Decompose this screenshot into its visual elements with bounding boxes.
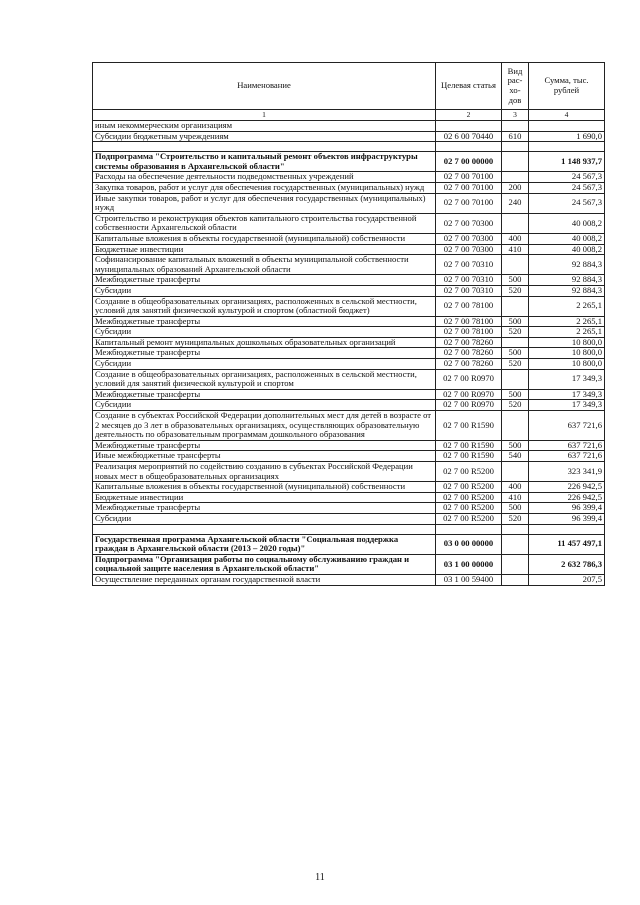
budget-table (92, 62, 605, 586)
row-target-article: 02 7 00 70310 (436, 275, 502, 286)
header-expense-type: Вид рас-хо-дов (502, 63, 529, 110)
spacer-cell (502, 524, 529, 534)
table-row (93, 327, 605, 338)
column-number-row (93, 110, 605, 121)
row-expense-type: 520 (502, 359, 529, 370)
row-sum: 24 567,3 (529, 182, 605, 193)
row-target-article: 02 7 00 78100 (436, 316, 502, 327)
row-expense-type (502, 411, 529, 441)
table-header-row (93, 63, 605, 110)
row-sum: 323 341,9 (529, 462, 605, 482)
row-sum: 92 884,3 (529, 275, 605, 286)
row-sum: 637 721,6 (529, 411, 605, 441)
table-row (93, 411, 605, 441)
row-name: Создание в субъектах Российской Федерации дополнительных мест для детей в возрасте от 2 месяцев до 3 лет в образовательных организациях, осуществляющих образовательную деятельность по образовательным программам дошкольного образования (93, 411, 436, 441)
row-expense-type (502, 554, 529, 574)
row-sum: 2 265,1 (529, 327, 605, 338)
row-target-article: 02 7 00 70100 (436, 182, 502, 193)
table-row (93, 213, 605, 233)
row-sum: 1 148 937,7 (529, 152, 605, 172)
row-expense-type: 200 (502, 182, 529, 193)
header-target-article: Целевая статья (436, 63, 502, 110)
row-sum: 92 884,3 (529, 255, 605, 275)
row-sum: 10 800,0 (529, 359, 605, 370)
table-row (93, 503, 605, 514)
row-expense-type (502, 213, 529, 233)
row-name: Межбюджетные трансферты (93, 503, 436, 514)
row-expense-type: 500 (502, 389, 529, 400)
row-name: Иные межбюджетные трансферты (93, 451, 436, 462)
row-name: Создание в общеобразовательных организациях, расположенных в сельской местности, условий для занятий физической культурой и спортом (93, 369, 436, 389)
row-sum: 24 567,3 (529, 193, 605, 213)
row-expense-type: 500 (502, 348, 529, 359)
row-target-article: 02 7 00 70310 (436, 255, 502, 275)
table-row (93, 172, 605, 183)
row-expense-type (502, 574, 529, 585)
row-expense-type (502, 369, 529, 389)
row-sum: 637 721,6 (529, 440, 605, 451)
row-name: иным некоммерческим организациям (93, 121, 436, 132)
table-row (93, 316, 605, 327)
row-target-article: 02 7 00 70100 (436, 193, 502, 213)
table-row (93, 534, 605, 554)
row-target-article: 02 7 00 R5200 (436, 482, 502, 493)
row-name: Закупка товаров, работ и услуг для обеспечения государственных (муниципальных) нужд (93, 182, 436, 193)
spacer-cell (93, 142, 436, 152)
table-row (93, 285, 605, 296)
table-row (93, 193, 605, 213)
spacer-cell (436, 142, 502, 152)
row-expense-type: 500 (502, 316, 529, 327)
row-sum: 40 008,2 (529, 233, 605, 244)
row-expense-type: 520 (502, 285, 529, 296)
row-target-article: 02 7 00 00000 (436, 152, 502, 172)
row-name: Межбюджетные трансферты (93, 389, 436, 400)
row-sum: 10 800,0 (529, 337, 605, 348)
row-sum: 17 349,3 (529, 389, 605, 400)
row-target-article: 03 1 00 59400 (436, 574, 502, 585)
row-expense-type (502, 296, 529, 316)
table-row (93, 400, 605, 411)
table-row (93, 152, 605, 172)
row-target-article: 02 7 00 R0970 (436, 389, 502, 400)
table-row (93, 255, 605, 275)
row-expense-type (502, 462, 529, 482)
table-row (93, 369, 605, 389)
row-target-article: 02 7 00 78260 (436, 337, 502, 348)
table-row (93, 275, 605, 286)
row-name: Межбюджетные трансферты (93, 440, 436, 451)
row-sum: 10 800,0 (529, 348, 605, 359)
row-target-article: 02 7 00 70300 (436, 233, 502, 244)
spacer-cell (436, 524, 502, 534)
table-row (93, 513, 605, 524)
spacer-row (93, 142, 605, 152)
row-expense-type (502, 172, 529, 183)
row-name: Капитальные вложения в объекты государственной (муниципальной) собственности (93, 482, 436, 493)
row-expense-type: 520 (502, 327, 529, 338)
row-name: Иные закупки товаров, работ и услуг для обеспечения государственных (муниципальных) нужд (93, 193, 436, 213)
table-row (93, 131, 605, 142)
row-expense-type (502, 337, 529, 348)
row-sum: 40 008,2 (529, 213, 605, 233)
row-target-article: 02 7 00 R5200 (436, 462, 502, 482)
row-name: Государственная программа Архангельской области "Социальная поддержка граждан в Архангельской области (2013 – 2020 годы)" (93, 534, 436, 554)
table-row (93, 462, 605, 482)
row-target-article: 02 7 00 R1590 (436, 451, 502, 462)
spacer-row (93, 524, 605, 534)
row-name: Субсидии (93, 359, 436, 370)
column-number: 2 (436, 110, 502, 121)
row-name: Подпрограмма "Организация работы по социальному обслуживанию граждан и социальной защите населения в Архангельской области" (93, 554, 436, 574)
table-row (93, 482, 605, 493)
row-target-article: 02 7 00 R1590 (436, 411, 502, 441)
row-expense-type: 400 (502, 233, 529, 244)
row-target-article: 02 7 00 70300 (436, 213, 502, 233)
page-number: 11 (315, 872, 325, 883)
row-expense-type: 540 (502, 451, 529, 462)
column-number: 1 (93, 110, 436, 121)
row-target-article: 02 7 00 R0970 (436, 400, 502, 411)
row-name: Субсидии (93, 327, 436, 338)
row-name: Межбюджетные трансферты (93, 275, 436, 286)
row-sum: 226 942,5 (529, 492, 605, 503)
row-expense-type (502, 534, 529, 554)
row-name: Создание в общеобразовательных организациях, расположенных в сельской местности, условий для занятий физической культурой и спортом (областной бюджет) (93, 296, 436, 316)
row-expense-type: 500 (502, 503, 529, 514)
row-name: Бюджетные инвестиции (93, 492, 436, 503)
row-target-article: 02 7 00 78100 (436, 327, 502, 338)
table-row (93, 574, 605, 585)
row-target-article: 02 7 00 R5200 (436, 503, 502, 514)
row-sum: 24 567,3 (529, 172, 605, 183)
row-target-article: 03 0 00 00000 (436, 534, 502, 554)
row-name: Осуществление переданных органам государственной власти (93, 574, 436, 585)
row-sum (529, 121, 605, 132)
column-number: 3 (502, 110, 529, 121)
row-name: Подпрограмма "Строительство и капитальный ремонт объектов инфраструктуры системы образования в Архангельской области" (93, 152, 436, 172)
row-target-article: 02 7 00 78260 (436, 359, 502, 370)
row-name: Бюджетные инвестиции (93, 244, 436, 255)
table-row (93, 440, 605, 451)
row-expense-type (502, 255, 529, 275)
spacer-cell (529, 524, 605, 534)
row-sum: 40 008,2 (529, 244, 605, 255)
row-name: Строительство и реконструкция объектов капитального строительства государственной собственности Архангельской области (93, 213, 436, 233)
row-target-article: 02 7 00 R0970 (436, 369, 502, 389)
row-sum: 2 632 786,3 (529, 554, 605, 574)
spacer-cell (502, 142, 529, 152)
row-sum: 17 349,3 (529, 400, 605, 411)
row-name: Софинансирование капитальных вложений в объекты муниципальной собственности муниципальных образований Архангельской области (93, 255, 436, 275)
row-sum: 226 942,5 (529, 482, 605, 493)
row-sum: 207,5 (529, 574, 605, 585)
row-sum: 2 265,1 (529, 296, 605, 316)
row-expense-type: 410 (502, 244, 529, 255)
row-name: Межбюджетные трансферты (93, 348, 436, 359)
row-target-article: 03 1 00 00000 (436, 554, 502, 574)
row-name: Капитальный ремонт муниципальных дошкольных образовательных организаций (93, 337, 436, 348)
table-row (93, 554, 605, 574)
header-name: Наименование (93, 63, 436, 110)
row-name: Межбюджетные трансферты (93, 316, 436, 327)
row-target-article: 02 7 00 R1590 (436, 440, 502, 451)
row-target-article: 02 7 00 78100 (436, 296, 502, 316)
table-row (93, 296, 605, 316)
row-name: Капитальные вложения в объекты государственной (муниципальной) собственности (93, 233, 436, 244)
row-expense-type: 240 (502, 193, 529, 213)
row-sum: 1 690,0 (529, 131, 605, 142)
row-expense-type (502, 121, 529, 132)
table-row (93, 492, 605, 503)
table-row (93, 348, 605, 359)
row-name: Субсидии (93, 513, 436, 524)
row-sum: 17 349,3 (529, 369, 605, 389)
row-target-article: 02 7 00 70300 (436, 244, 502, 255)
table-row (93, 233, 605, 244)
row-expense-type (502, 152, 529, 172)
table-row (93, 451, 605, 462)
spacer-cell (93, 524, 436, 534)
row-name: Расходы на обеспечение деятельности подведомственных учреждений (93, 172, 436, 183)
row-expense-type: 610 (502, 131, 529, 142)
row-sum: 96 399,4 (529, 503, 605, 514)
row-target-article: 02 7 00 R5200 (436, 492, 502, 503)
row-target-article: 02 7 00 78260 (436, 348, 502, 359)
row-target-article (436, 121, 502, 132)
row-sum: 92 884,3 (529, 285, 605, 296)
row-expense-type: 400 (502, 482, 529, 493)
table-row (93, 359, 605, 370)
row-expense-type: 520 (502, 513, 529, 524)
table-row (93, 182, 605, 193)
row-sum: 2 265,1 (529, 316, 605, 327)
row-target-article: 02 7 00 70310 (436, 285, 502, 296)
row-expense-type: 410 (502, 492, 529, 503)
table-body (93, 121, 605, 586)
row-sum: 96 399,4 (529, 513, 605, 524)
row-target-article: 02 7 00 70100 (436, 172, 502, 183)
row-name: Субсидии (93, 400, 436, 411)
row-expense-type: 500 (502, 275, 529, 286)
row-name: Субсидии (93, 285, 436, 296)
row-target-article: 02 7 00 R5200 (436, 513, 502, 524)
table-row (93, 121, 605, 132)
row-name: Реализация мероприятий по содействию созданию в субъектах Российской Федерации новых мест в общеобразовательных организациях (93, 462, 436, 482)
table-row (93, 337, 605, 348)
row-sum: 637 721,6 (529, 451, 605, 462)
row-expense-type: 520 (502, 400, 529, 411)
header-sum: Сумма, тыс. рублей (529, 63, 605, 110)
spacer-cell (529, 142, 605, 152)
table-row (93, 244, 605, 255)
row-expense-type: 500 (502, 440, 529, 451)
row-name: Субсидии бюджетным учреждениям (93, 131, 436, 142)
table-row (93, 389, 605, 400)
row-target-article: 02 6 00 70440 (436, 131, 502, 142)
column-number: 4 (529, 110, 605, 121)
row-sum: 11 457 497,1 (529, 534, 605, 554)
